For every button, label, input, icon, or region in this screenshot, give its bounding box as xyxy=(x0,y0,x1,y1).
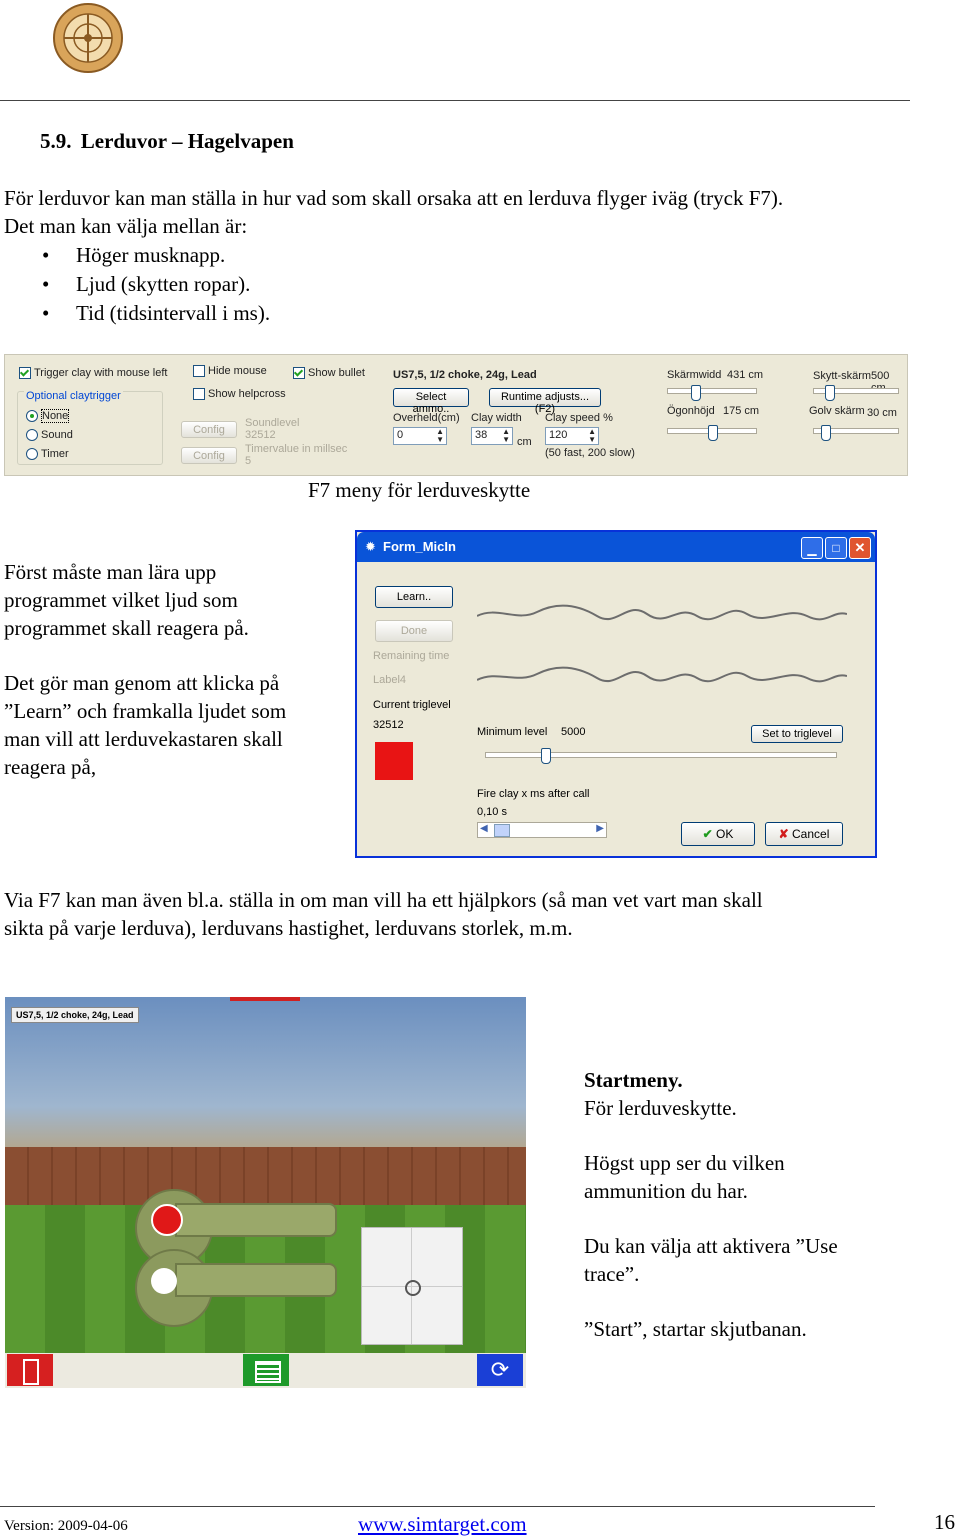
minimum-level-value: 5000 xyxy=(561,726,586,738)
window-icon: ✹ xyxy=(365,539,376,554)
ammo-label: US7,5, 1/2 choke, 24g, Lead xyxy=(11,1007,139,1023)
radio-timer[interactable]: Timer xyxy=(26,448,69,460)
radio-icon[interactable] xyxy=(26,448,38,460)
skytt-skarm-value: 500 xyxy=(871,370,890,382)
config-sound-button[interactable]: Config xyxy=(181,421,237,438)
clay-width-stepper[interactable]: 38 ▲ ▼ xyxy=(471,427,513,445)
checkbox-icon[interactable] xyxy=(193,365,205,377)
slider-thumb[interactable] xyxy=(708,425,718,441)
spin-arrows-icon[interactable]: ▲ ▼ xyxy=(588,427,596,444)
slider-thumb[interactable] xyxy=(541,748,551,764)
checkbox-icon[interactable] xyxy=(193,388,205,400)
close-icon[interactable]: ✕ xyxy=(849,537,871,559)
current-triglevel-value: 32512 xyxy=(373,719,404,731)
slider-thumb[interactable] xyxy=(821,425,831,441)
scroll-right-icon[interactable]: ▶ xyxy=(596,823,604,834)
claytrigger-group xyxy=(17,391,163,465)
section-heading xyxy=(40,129,294,154)
config-timer-button[interactable]: Config xyxy=(181,447,237,464)
learn-button[interactable]: Learn.. xyxy=(375,586,453,608)
runtime-adjusts-button[interactable]: Runtime adjusts...(F2) xyxy=(489,388,601,407)
header-rule xyxy=(0,100,910,101)
group-title: Optional claytrigger xyxy=(26,390,121,402)
section-number: 5.9. xyxy=(40,129,72,153)
current-triglevel-label: Current triglevel xyxy=(373,699,451,711)
minimum-level-slider[interactable] xyxy=(485,752,837,758)
footer-rule xyxy=(0,1506,875,1507)
scroll-thumb[interactable] xyxy=(494,824,510,837)
radio-sound[interactable]: Sound xyxy=(26,429,73,441)
brick-wall xyxy=(5,1147,526,1205)
logo xyxy=(52,2,124,74)
set-triglevel-button[interactable]: Set to triglevel xyxy=(751,725,843,743)
section-title: Lerduvor – Hagelvapen xyxy=(80,129,294,153)
trigger-indicator xyxy=(375,742,413,780)
start-bar[interactable] xyxy=(175,1263,337,1297)
skarmwidd-slider[interactable] xyxy=(667,388,757,394)
intro-line-2: Det man kan välja mellan är: xyxy=(4,214,248,238)
sound-waveform-graph xyxy=(477,592,847,692)
window-titlebar[interactable] xyxy=(357,532,875,562)
show-helpcross-checkbox[interactable]: Show helpcross xyxy=(193,388,286,400)
timervalue-block: Timervalue in millsec 5 xyxy=(245,443,348,467)
list-item: • Tid (tidsintervall i ms). xyxy=(4,299,504,328)
label4: Label4 xyxy=(373,674,407,686)
page-number: 16 xyxy=(934,1510,955,1534)
skarmwidd-value: 431 cm xyxy=(727,369,764,381)
checkbox-icon[interactable] xyxy=(293,367,305,379)
soundlevel-block: Soundlevel 32512 xyxy=(245,417,300,441)
list-item: • Höger musknapp. xyxy=(4,241,504,270)
radio-icon[interactable] xyxy=(26,410,38,422)
f7-settings-panel xyxy=(4,354,908,476)
bullet-icon: • xyxy=(42,301,50,325)
startmeny-text: Startmeny. För lerduveskytte. Högst upp ser du vilken ammunition du har. Du kan välja att aktivera ”Use trace”. ”Start”, startar skjutbanan. xyxy=(584,1066,944,1343)
form-micin-window xyxy=(355,530,877,858)
intro-paragraph xyxy=(4,184,944,240)
footer-url-link[interactable]: www.simtarget.com xyxy=(358,1512,527,1536)
clay-speed-note: (50 fast, 200 slow) xyxy=(545,447,635,459)
overheld-stepper[interactable]: 0 ▲ ▼ xyxy=(393,427,447,445)
game-start-screen xyxy=(5,997,526,1388)
list-item: • Ljud (skytten ropar). xyxy=(4,270,504,299)
golv-skarm-label: Golv skärm xyxy=(809,405,865,417)
learn-paragraph: Först måste man lära upp programmet vilket ljud som programmet skall reagera på. Det gör man genom att klicka på ”Learn” och framkalla ljudet som man vill att lerduvekastaren skall reagera på, xyxy=(4,560,287,779)
f7-caption: F7 meny för lerduveskytte xyxy=(308,478,531,502)
clay-speed-label: Clay speed % xyxy=(545,412,613,424)
footer-version: Version: 2009-04-06 xyxy=(4,1518,128,1534)
checkmark-icon: ✔ xyxy=(702,827,713,841)
golv-skarm-value: 30 cm xyxy=(867,407,897,419)
radio-icon[interactable] xyxy=(26,429,38,441)
bullet-icon: • xyxy=(42,272,50,296)
ogonhojd-label: Ögonhöjd xyxy=(667,405,715,417)
target-board xyxy=(361,1227,463,1345)
skarmwidd-label: Skärmwidd xyxy=(667,369,722,381)
slider-thumb[interactable] xyxy=(825,385,835,401)
list-icon[interactable] xyxy=(243,1354,289,1386)
radio-none[interactable]: None xyxy=(26,410,69,422)
exit-door-icon[interactable] xyxy=(7,1354,53,1386)
fire-delay-scrollbar[interactable] xyxy=(477,822,607,838)
crosshair-icon xyxy=(405,1280,421,1296)
show-bullet-checkbox[interactable]: Show bullet xyxy=(293,367,365,379)
spin-arrows-icon[interactable]: ▲ ▼ xyxy=(436,427,444,444)
window-title: Form_MicIn xyxy=(383,539,456,554)
clay-speed-stepper[interactable]: 120 ▲ ▼ xyxy=(545,427,599,445)
cancel-button[interactable]: ✘ Cancel xyxy=(765,822,843,846)
fire-clay-value: 0,10 s xyxy=(477,806,507,818)
minimize-icon[interactable]: ▁ xyxy=(801,537,823,559)
maximize-icon[interactable]: □ xyxy=(825,537,847,559)
refresh-icon[interactable]: ⟳ xyxy=(477,1354,523,1386)
remaining-time-label: Remaining time xyxy=(373,650,450,662)
scroll-left-icon[interactable]: ◀ xyxy=(480,823,488,834)
trigger-clay-checkbox[interactable]: Trigger clay with mouse left xyxy=(19,367,167,379)
intro-line-1: För lerduvor kan man ställa in hur vad som skall orsaka att en lerduva flyger iväg (tryck F7). xyxy=(4,186,784,210)
start-button-icon[interactable] xyxy=(151,1268,177,1294)
slider-thumb[interactable] xyxy=(691,385,701,401)
ok-button[interactable]: ✔ OK xyxy=(681,822,755,846)
clay-width-label: Clay width xyxy=(471,412,522,424)
ammo-title: US7,5, 1/2 choke, 24g, Lead xyxy=(393,369,537,381)
simtarget-logo-icon xyxy=(52,2,124,74)
cross-icon: ✘ xyxy=(778,827,789,841)
skytt-skarm-label: Skytt-skärm xyxy=(813,370,872,382)
bullet-icon: • xyxy=(42,243,50,267)
top-marker xyxy=(230,997,300,1001)
overheld-label: Overheld(cm) xyxy=(393,412,460,424)
select-ammo-button[interactable]: Select ammo.. xyxy=(393,388,469,407)
done-button[interactable]: Done xyxy=(375,620,453,642)
use-trace-bar[interactable] xyxy=(175,1203,337,1237)
use-trace-toggle-icon[interactable] xyxy=(151,1204,183,1236)
spin-arrows-icon[interactable]: ▲ ▼ xyxy=(502,427,510,444)
clay-width-unit: cm xyxy=(517,436,532,448)
fire-clay-label: Fire clay x ms after call xyxy=(477,788,590,800)
via-paragraph: Via F7 kan man även bl.a. ställa in om man vill ha ett hjälpkors (så man vet vart man skall sikta på varje lerduva), lerduvans hastighet, lerduvans storlek, m.m. xyxy=(4,888,763,940)
minimum-level-label: Minimum level xyxy=(477,726,548,738)
ogonhojd-value: 175 cm xyxy=(723,405,760,417)
checkbox-icon[interactable] xyxy=(19,367,31,379)
trigger-options-list xyxy=(4,241,504,328)
startmeny-title: Startmeny. xyxy=(584,1068,683,1092)
hide-mouse-checkbox[interactable]: Hide mouse xyxy=(193,365,267,377)
